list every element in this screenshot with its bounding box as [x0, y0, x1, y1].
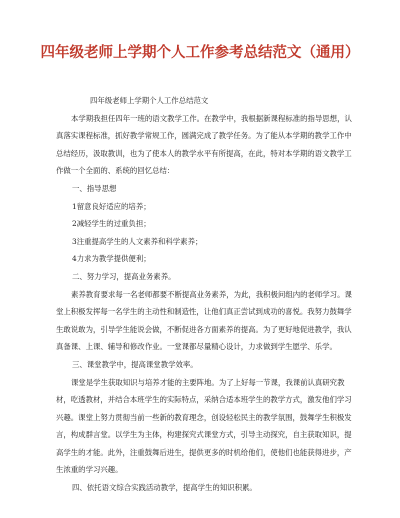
- list-item: 4力求为教学提供便利；: [72, 254, 151, 264]
- section-heading-practice: 四、依托语文综合实践活动教学，提高学生的知识积累。: [72, 483, 257, 493]
- section-heading-classroom: 三、课堂教学中，提高课堂教学效率。: [72, 359, 198, 369]
- section-heading-study: 二、努力学习，提高业务素养。: [72, 271, 176, 281]
- document-subtitle: 四年级老师上学期个人工作总结范文: [90, 96, 209, 105]
- paragraph-intro: 本学期我担任四年一班的语文教学工作。在教学中，我根据新课程标准的指导思想，认真落实课程标准，抓好教学常规工作，圆满完成了教学任务。为了能从本学期的教学工作中总结经历，汲取教训，也为了使本人的教学水平有所提高，在此，特对本学期的语文教学工作做一个全面的、系统的回忆总结：: [56, 113, 352, 176]
- list-item: 1留意良好适应的培养；: [72, 201, 151, 211]
- list-item: 2减轻学生的过重负担；: [72, 219, 151, 229]
- paragraph-study: 素养教育要求每一名老师都要不断提高业务素养，为此，我积极问组内的老师学习。课堂上积极发挥每一名学生的主动性和制造性，让他们真正尝试到成功的喜悦。我努力鼓舞学生敢说敢为，引导学生能说会做，不断促进各方面素养的提高。为了更好地促进教学，我认真备课、上课、辅导和修改作业。一堂课都尽量精心设计，力求做到学生愿学、乐学。: [56, 289, 352, 352]
- document-body: [56, 92, 356, 497]
- list-item: 3注重提高学生的人文素养和科学素养；: [72, 236, 203, 246]
- document-title: 四年级老师上学期个人工作参考总结范文（通用）: [40, 44, 360, 61]
- paragraph-classroom: 课堂是学生获取知识与培养才能的主要阵地。为了上好每一节课，我课前认真研究教材，吃透教材，并结合本班学生的实际特点，采纳合适本班学生的教学方式，激发他们学习兴趣。课堂上努力贯彻当前一些新的教育理念，创设轻松民主的教学氛围，鼓舞学生积极发言，构成群言堂。以学生为主体，构建探究式课堂方式，引导主动探究，自主获取知识，提高学生的才能。此外，注重鼓舞后进生，提供更多的时机给他们，使他们也能获得进步，产生浓重的学习兴趣。: [56, 377, 352, 475]
- section-heading-guiding-ideas: 一、指导思想: [72, 183, 117, 193]
